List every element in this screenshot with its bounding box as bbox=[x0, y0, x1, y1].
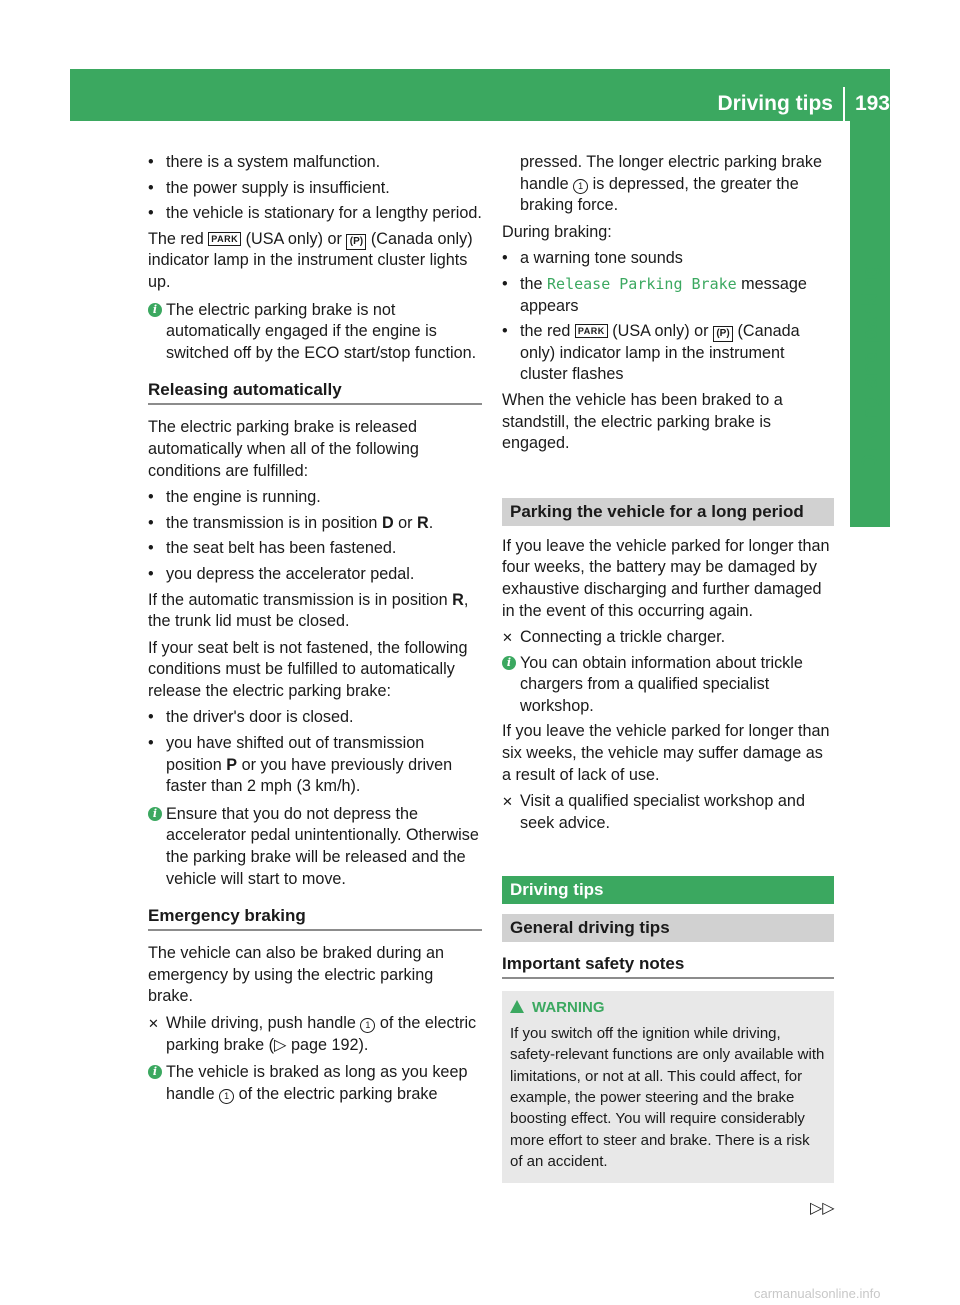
info-icon: i bbox=[148, 807, 162, 821]
long-period-paragraph: If you leave the vehicle parked for longer than four weeks, the battery may be damaged by exhaustive discharging and further damaged in the event of this occurring again. bbox=[502, 536, 830, 620]
list-item: • the engine is running. bbox=[148, 488, 321, 507]
info-note: i The electric parking brake is not automatically engaged if the engine is switched off by the ECO start/stop function. bbox=[148, 300, 482, 365]
header-separator bbox=[843, 87, 845, 121]
side-tab-label: Driving and parking bbox=[857, 263, 882, 470]
arrow-icon: ✕ bbox=[502, 630, 513, 646]
arrow-icon: ✕ bbox=[502, 794, 513, 810]
list-item: • the driver's door is closed. bbox=[148, 708, 354, 727]
heading-important-safety-notes: Important safety notes bbox=[502, 952, 834, 979]
seatbelt-paragraph: If your seat belt is not fastened, the following conditions must be fulfilled to automatically release the electric parking brake: bbox=[148, 638, 468, 700]
handle-number-icon: 1 bbox=[219, 1089, 234, 1104]
info-icon: i bbox=[148, 1065, 162, 1079]
list-item: • you have shifted out of transmission position P or you have previously driven faster than 2 mph (3 km/h). bbox=[148, 734, 453, 796]
info-note: i Ensure that you do not depress the accelerator pedal unintentionally. Otherwise the parking brake will be released and the vehicle will start to move. bbox=[148, 804, 482, 890]
heading-emergency-braking: Emergency braking bbox=[148, 904, 482, 931]
footer-url: carmanualsonline.info bbox=[754, 1286, 881, 1301]
auto-transmission-paragraph: If the automatic transmission is in position R, the trunk lid must be closed. bbox=[148, 590, 469, 631]
standstill-paragraph: When the vehicle has been braked to a standstill, the electric parking brake is engaged. bbox=[502, 390, 783, 453]
during-braking-label: During braking: bbox=[502, 222, 612, 241]
heading-driving-tips: Driving tips bbox=[502, 876, 834, 904]
list-item: • the Release Parking Brake message appears bbox=[502, 274, 807, 315]
heading-long-period: Parking the vehicle for a long period bbox=[502, 498, 834, 526]
left-column bbox=[148, 152, 482, 1117]
handle-number-icon: 1 bbox=[573, 179, 588, 194]
list-item: • there is a system malfunction. bbox=[148, 153, 381, 171]
display-message: Release Parking Brake bbox=[547, 274, 737, 293]
warning-box bbox=[502, 991, 834, 1182]
list-item: • the red PARK (USA only) or (P) (Canada only) indicator lamp in the instrument cluster flashes bbox=[502, 322, 800, 384]
info-note: i The vehicle is braked as long as you keep handle 1 of the electric parking brake bbox=[148, 1062, 482, 1105]
warning-title: WARNING bbox=[510, 997, 826, 1018]
six-weeks-paragraph: If you leave the vehicle parked for longer than six weeks, the vehicle may suffer damage as a result of lack of use. bbox=[502, 722, 830, 784]
header-title bbox=[717, 90, 890, 118]
instruction-step: ✕ Connecting a trickle charger. bbox=[502, 627, 834, 649]
instruction-step: ✕ Visit a qualified specialist workshop and seek advice. bbox=[502, 792, 805, 832]
emergency-paragraph: The vehicle can also be braked during an emergency by using the electric parking brake. bbox=[148, 944, 445, 1006]
info-icon: i bbox=[148, 303, 162, 317]
heading-general-driving-tips: General driving tips bbox=[502, 914, 834, 942]
warning-icon bbox=[510, 1000, 524, 1013]
list-item: • the power supply is insufficient. bbox=[148, 178, 390, 197]
heading-releasing-automatically: Releasing automatically bbox=[148, 378, 482, 405]
parking-brake-icon: (P) bbox=[713, 326, 733, 342]
park-icon: PARK bbox=[208, 232, 241, 246]
continue-icon: ▷▷ bbox=[810, 1200, 835, 1217]
parking-brake-icon: (P) bbox=[346, 234, 366, 250]
info-note: i You can obtain information about trickle chargers from a qualified specialist workshop. bbox=[502, 653, 834, 718]
release-intro: The electric parking brake is released automatically when all of the following conditions are fulfilled: bbox=[148, 418, 419, 480]
handle-number-icon: 1 bbox=[360, 1018, 375, 1033]
page-number: 193 bbox=[854, 92, 890, 115]
list-item: • the transmission is in position D or R. bbox=[148, 513, 434, 532]
list-item: • the vehicle is stationary for a lengthy period. bbox=[148, 204, 482, 223]
page-reference-link[interactable]: page 192 bbox=[290, 1035, 359, 1054]
list-item: • a warning tone sounds bbox=[502, 249, 683, 268]
warning-text: If you switch off the ignition while driving, safety-relevant functions are only available with limitations, or not at all. This could affect, for example, the power steering and the brake boosting effect. You will require considerably more effort to steer and brake. There is a risk of an accident. bbox=[510, 1024, 825, 1171]
section-title: Driving tips bbox=[717, 92, 833, 115]
list-item: • you depress the accelerator pedal. bbox=[148, 564, 415, 583]
instruction-step: ✕ While driving, push handle 1 of the electric parking brake (▷ page 192). bbox=[148, 1014, 477, 1054]
list-item: • the seat belt has been fastened. bbox=[148, 539, 397, 558]
arrow-icon: ✕ bbox=[148, 1016, 159, 1031]
right-column bbox=[502, 152, 834, 1183]
page-ref-icon: ▷ bbox=[273, 1035, 287, 1054]
park-icon: PARK bbox=[575, 324, 608, 338]
info-icon: i bbox=[502, 656, 516, 670]
indicator-paragraph: The red PARK (USA only) or (P) (Canada only) indicator lamp in the instrument cluster lights up. bbox=[148, 229, 473, 291]
info-continuation: pressed. The longer electric parking brake handle 1 is depressed, the greater the braking force. bbox=[520, 153, 823, 215]
